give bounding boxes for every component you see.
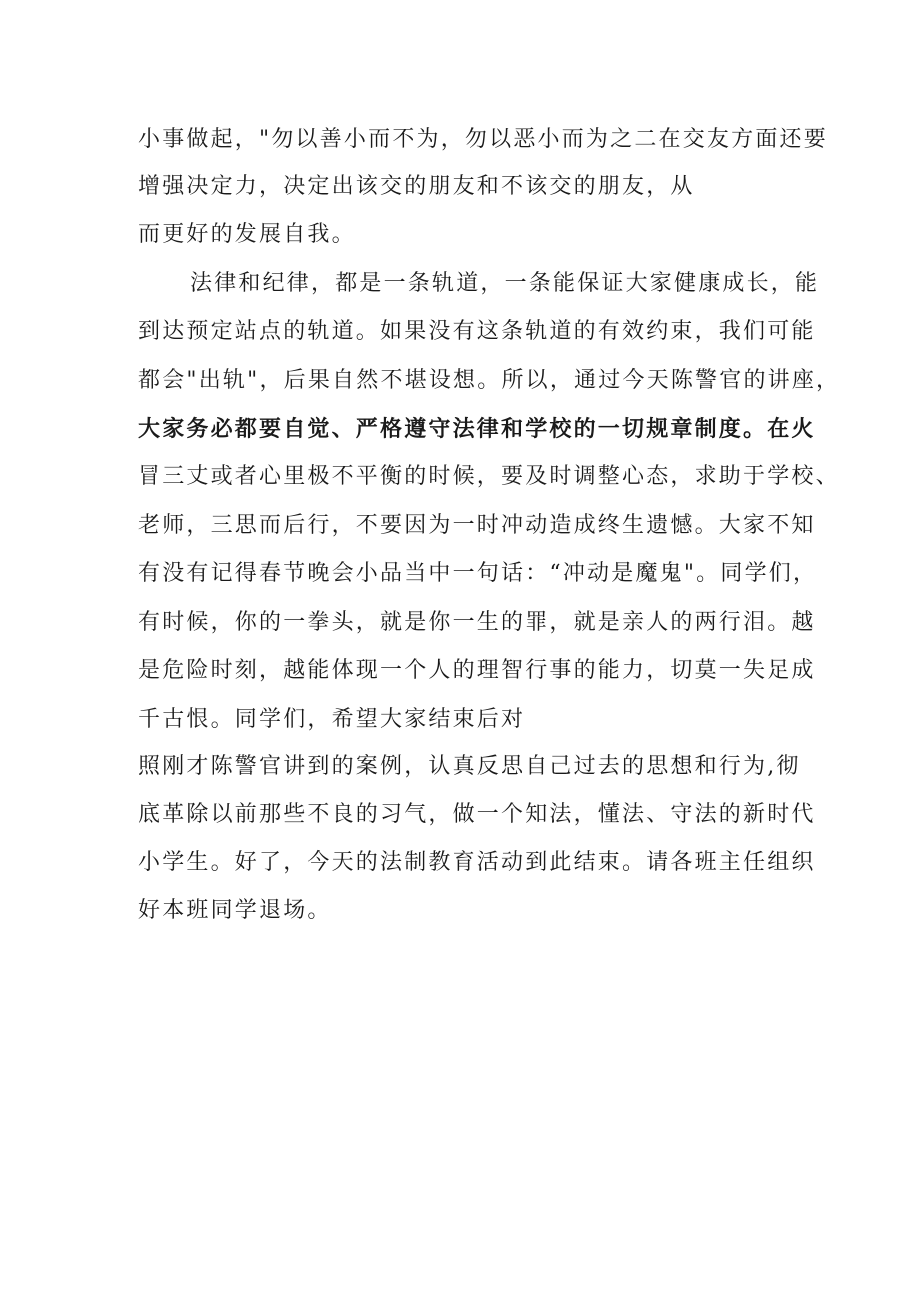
paragraph-line: 大家务必都要自觉、严格遵守法律和学校的一切规章制度。在火: [138, 416, 816, 442]
paragraph-line: 照刚才陈警官讲到的案例，认真反思自己过去的思想和行为,彻: [138, 754, 801, 779]
paragraph-line: 到达预定站点的轨道。如果没有这条轨道的有效约束，我们可能: [138, 319, 816, 344]
paragraph-line: 老师，三思而后行，不要因为一时冲动造成终生遗憾。大家不知: [138, 513, 816, 538]
paragraph-line: 小事做起，"勿以善小而不为，勿以恶小而为之二在交友方面还要: [138, 127, 828, 152]
paragraph-line: 小学生。好了，今天的法制教育活动到此结束。请各班主任组织: [138, 850, 816, 875]
paragraph-line: 而更好的发展自我。: [138, 222, 356, 247]
paragraph-line: 都会"出轨"，后果自然不堪设想。所以，通过今天陈警官的讲座，: [138, 368, 841, 393]
paragraph-line: 是危险时刻，越能体现一个人的理智行事的能力，切莫一失足成: [138, 658, 816, 683]
paragraph-line: 有时候，你的一拳头，就是你一生的罪，就是亲人的两行泪。越: [138, 610, 816, 635]
paragraph-line: 有没有记得春节晚会小品当中一句话：“冲动是魔鬼"。同学们，: [138, 561, 818, 586]
paragraph-line: 法律和纪律，都是一条轨道，一条能保证大家健康成长，能: [190, 271, 820, 296]
paragraph-line: 底革除以前那些不良的习气，做一个知法，懂法、守法的新时代: [138, 802, 816, 827]
paragraph-line: 好本班同学退场。: [138, 898, 332, 923]
paragraph-line: 冒三丈或者心里极不平衡的时候，要及时调整心态，求助于学校、: [138, 464, 840, 489]
paragraph-line: 千古恨。同学们，希望大家结束后对: [138, 707, 526, 732]
paragraph-line: 增强决定力，决定出该交的朋友和不该交的朋友，从: [138, 174, 695, 199]
